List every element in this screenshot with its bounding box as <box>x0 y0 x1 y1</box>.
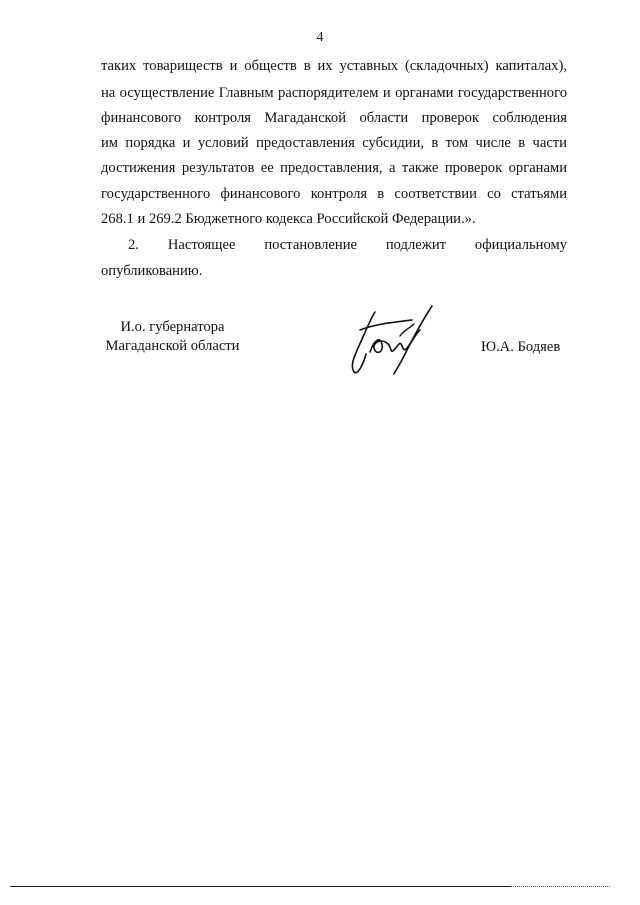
signatory-position-line1: И.о. губернатора <box>120 319 225 335</box>
body-line: таких товариществ и обществ в их уставных (складочных) капиталах), <box>101 58 567 74</box>
body-line: им порядка и условий предоставления субсидии, в том числе в части <box>101 135 567 151</box>
body-line: государственного финансового контроля в соответствии со статьями <box>101 186 567 202</box>
signatory-position-line2: Магаданской области <box>105 338 240 354</box>
body-line: финансового контроля Магаданской области проверок соблюдения <box>101 110 567 126</box>
body-line: на осуществление Главным распорядителем и органами государственного <box>101 85 567 101</box>
body-line: 268.1 и 269.2 Бюджетного кодекса Российской Федерации.». <box>101 211 476 227</box>
bottom-rule-dotted <box>510 886 610 888</box>
signatory-name: Ю.А. Бодяев <box>481 339 561 355</box>
handwritten-signature <box>340 300 440 380</box>
body-line: опубликованию. <box>101 263 203 279</box>
bottom-rule <box>10 886 510 887</box>
page-number: 4 <box>316 30 324 45</box>
body-line: достижения результатов ее предоставления, а также проверок органами <box>101 160 567 176</box>
body-line: 2. Настоящее постановление подлежит официальному <box>128 237 567 253</box>
signatory-position <box>100 318 245 356</box>
